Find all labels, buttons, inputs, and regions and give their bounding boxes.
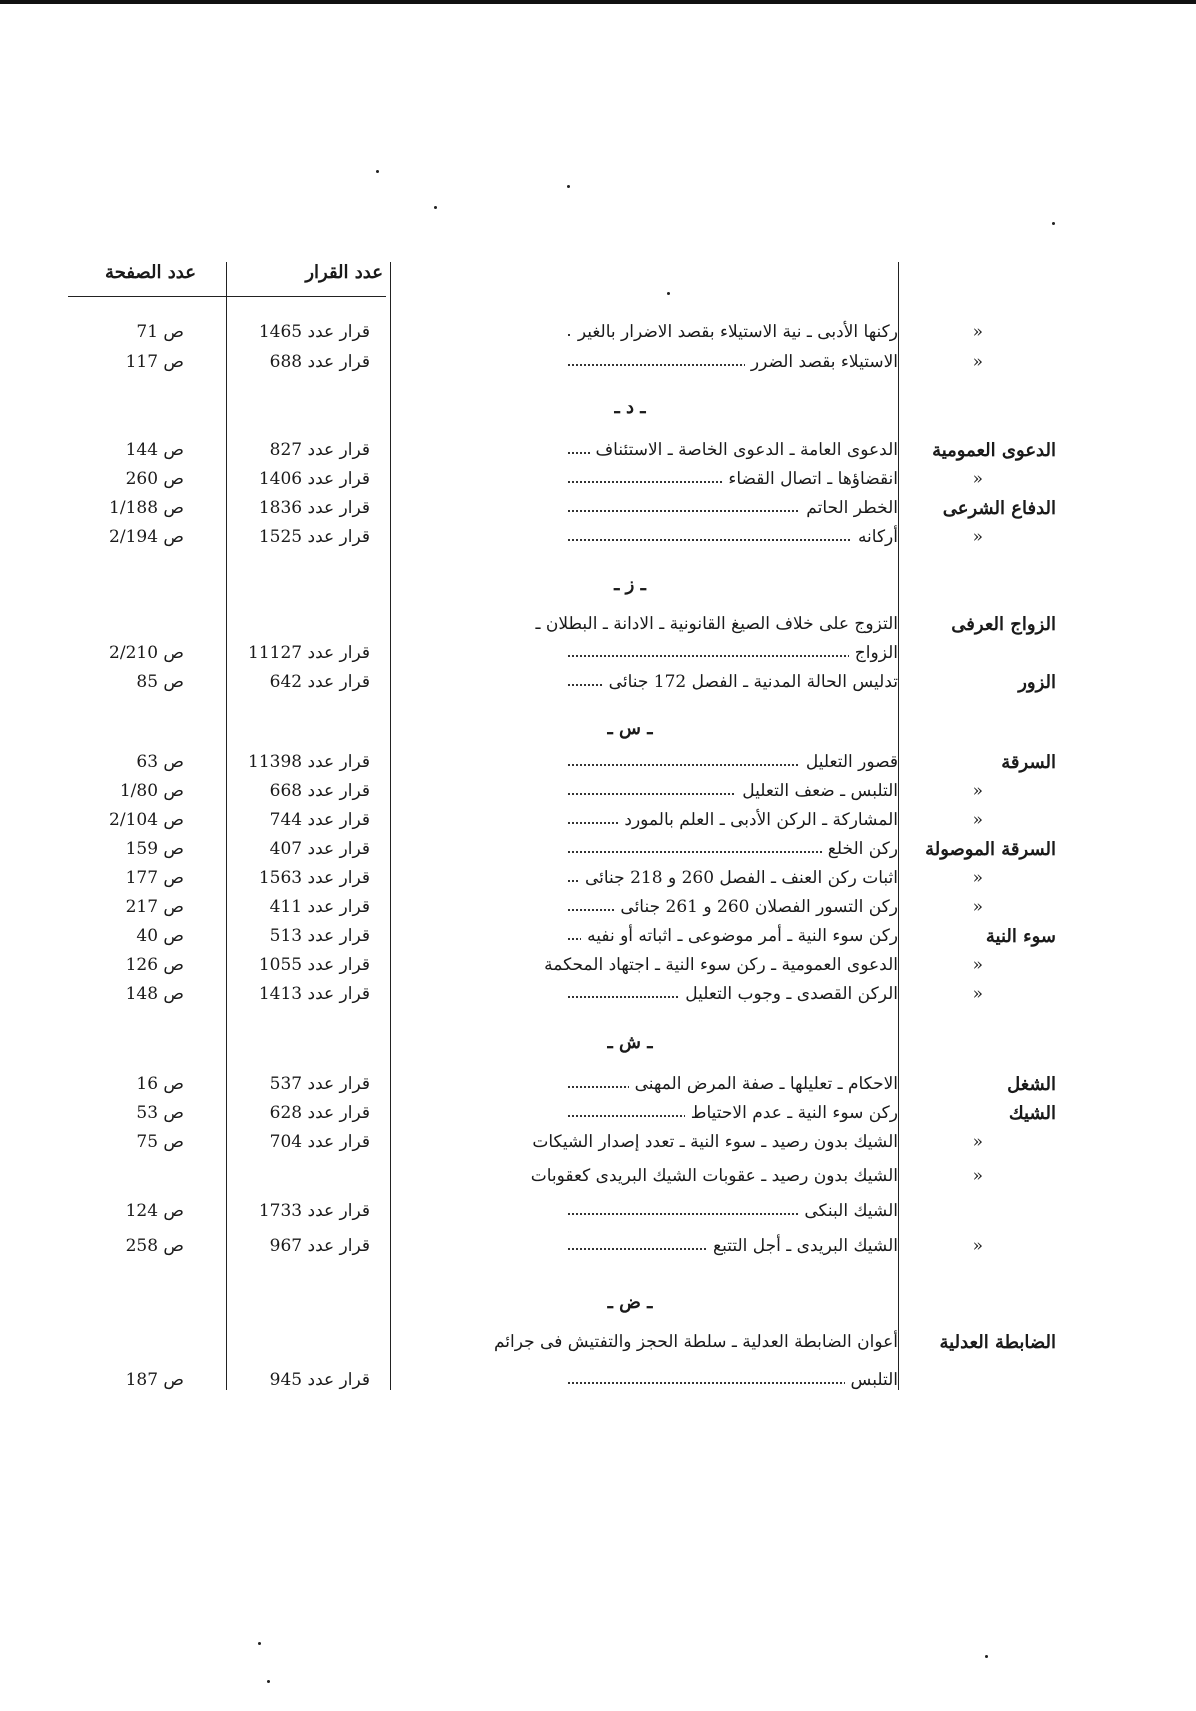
topic-text: الدعوى العامة ـ الدعوى الخاصة ـ الاستئناف	[590, 440, 898, 460]
table-row	[0, 1132, 1196, 1160]
table-row	[0, 352, 1196, 380]
decision-number: قرار عدد 744	[269, 810, 370, 830]
table-row	[0, 1236, 1196, 1264]
topic-text: الشيك البريدى ـ أجل التتبع	[707, 1236, 898, 1256]
decision-number: قرار عدد 1413	[258, 984, 370, 1004]
topic-text: الخطر الحاتم	[800, 498, 898, 518]
table-row	[0, 926, 1196, 954]
table-row	[0, 614, 1196, 642]
ditto-mark: «	[972, 322, 983, 342]
table-row	[0, 469, 1196, 497]
topic-text: الشيك البنكى	[798, 1201, 898, 1221]
decision-number-header: عدد القرار	[305, 262, 383, 283]
topic-text: الشيك بدون رصيد ـ سوء النية ـ تعدد إصدار الشيكات	[526, 1132, 898, 1152]
table-row	[0, 1103, 1196, 1131]
decision-number: قرار عدد 1563	[258, 868, 370, 888]
scan-speck	[434, 206, 437, 209]
index-topic	[532, 1132, 898, 1152]
table-row	[0, 1370, 1196, 1398]
table-row	[0, 1166, 1196, 1194]
ditto-mark: «	[972, 1166, 983, 1186]
index-topic	[568, 498, 898, 518]
page-number: ص 71	[136, 322, 184, 342]
table-row	[0, 440, 1196, 468]
index-keyword: الزور	[1018, 672, 1056, 693]
page-number: ص 117	[125, 352, 184, 372]
topic-text: قصور التعليل	[800, 752, 898, 772]
scan-speck	[267, 1680, 270, 1683]
decision-number: قرار عدد 1465	[258, 322, 370, 342]
index-keyword: السرقة الموصولة	[925, 839, 1056, 860]
page-number: ص 126	[125, 955, 184, 975]
index-topic	[568, 810, 898, 830]
decision-number: قرار عدد 407	[269, 839, 370, 859]
page-number: ص 1/188	[109, 498, 184, 518]
page-number: ص 75	[136, 1132, 184, 1152]
decision-number: قرار عدد 1525	[258, 527, 370, 547]
page-number: ص 40	[136, 926, 184, 946]
index-topic	[568, 1370, 898, 1390]
table-row	[0, 839, 1196, 867]
table-row	[0, 1201, 1196, 1229]
index-topic	[568, 781, 898, 801]
topic-text: أعوان الضابطة العدلية ـ سلطة الحجز والتفتيش فى جرائم	[488, 1332, 898, 1352]
decision-number: قرار عدد 1406	[258, 469, 370, 489]
table-row	[0, 322, 1196, 350]
index-keyword: الضابطة العدلية	[939, 1332, 1056, 1353]
table-row	[0, 1332, 1196, 1360]
scan-speck	[258, 1642, 261, 1645]
page-number: ص 217	[125, 897, 184, 917]
topic-text: الاحكام ـ تعليلها ـ صفة المرض المهنى	[629, 1074, 898, 1094]
index-topic	[568, 868, 898, 888]
section-letter: ـ س ـ	[607, 718, 653, 739]
decision-number: قرار عدد 1055	[258, 955, 370, 975]
index-topic	[568, 672, 898, 692]
index-topic	[568, 984, 898, 1004]
page-number: ص 124	[125, 1201, 184, 1221]
page-number: ص 2/104	[109, 810, 184, 830]
ditto-mark: «	[972, 868, 983, 888]
index-topic	[568, 897, 898, 917]
page-number: ص 159	[125, 839, 184, 859]
page-number: ص 85	[136, 672, 184, 692]
topic-text: الدعوى العمومية ـ ركن سوء النية ـ اجتهاد المحكمة	[538, 955, 898, 975]
decision-number: قرار عدد 1836	[258, 498, 370, 518]
decision-number: قرار عدد 704	[269, 1132, 370, 1152]
topic-text: الركن القصدى ـ وجوب التعليل	[679, 984, 898, 1004]
table-row	[0, 752, 1196, 780]
scan-speck	[1052, 222, 1055, 225]
decision-number: قرار عدد 827	[269, 440, 370, 460]
index-topic	[568, 643, 898, 663]
page-number: ص 2/194	[109, 527, 184, 547]
index-topic	[493, 1332, 898, 1352]
topic-text: ركن التسور الفصلان 260 و 261 جنائى	[614, 897, 898, 917]
ditto-mark: «	[972, 897, 983, 917]
index-topic	[568, 1236, 898, 1256]
page-number: ص 16	[136, 1074, 184, 1094]
topic-text: التزوج على خلاف الصيغ القانونية ـ الادانة ـ البطلان ـ	[529, 614, 898, 634]
topic-text: انقضاؤها ـ اتصال القضاء	[722, 469, 898, 489]
topic-text: أركانه	[852, 527, 898, 547]
index-topic	[535, 614, 898, 634]
index-topic	[568, 926, 898, 946]
page-number-header: عدد الصفحة	[105, 262, 196, 283]
ditto-mark: «	[972, 955, 983, 975]
index-keyword: الدعوى العمومية	[932, 440, 1056, 461]
topic-text: المشاركة ـ الركن الأدبى ـ العلم بالمورد	[618, 810, 898, 830]
index-topic	[568, 1201, 898, 1221]
topic-text: الاستيلاء بقصد الضرر	[745, 352, 898, 372]
decision-number: قرار عدد 11398	[248, 752, 370, 772]
page-number: ص 53	[136, 1103, 184, 1123]
index-topic	[568, 527, 898, 547]
ditto-mark: «	[972, 984, 983, 1004]
topic-text: التلبس ـ ضعف التعليل	[736, 781, 898, 801]
page-number: ص 2/210	[109, 643, 184, 663]
scan-speck	[567, 185, 570, 188]
index-topic	[568, 1103, 898, 1123]
section-letter: ـ ض ـ	[607, 1292, 653, 1313]
page-number: ص 177	[125, 868, 184, 888]
index-keyword: السرقة	[1001, 752, 1056, 773]
ditto-mark: «	[972, 352, 983, 372]
page-number: ص 1/80	[119, 781, 184, 801]
decision-number: قرار عدد 513	[269, 926, 370, 946]
index-keyword: الشغل	[1007, 1074, 1056, 1095]
index-topic	[568, 1074, 898, 1094]
topic-text: ركن سوء النية ـ عدم الاحتياط	[685, 1103, 898, 1123]
ditto-mark: «	[972, 527, 983, 547]
index-keyword: سوء النية	[985, 926, 1056, 947]
decision-number: قرار عدد 411	[269, 897, 370, 917]
table-row	[0, 672, 1196, 700]
decision-number: قرار عدد 967	[269, 1236, 370, 1256]
index-topic	[530, 1166, 898, 1186]
table-row	[0, 897, 1196, 925]
index-keyword: الشيك	[1008, 1103, 1056, 1124]
index-keyword: الزواج العرفى	[951, 614, 1056, 635]
page-number: ص 144	[125, 440, 184, 460]
section-letter: ـ د ـ	[614, 397, 646, 418]
index-topic	[568, 469, 898, 489]
index-keyword: الدفاع الشرعى	[942, 498, 1056, 519]
index-topic	[568, 752, 898, 772]
ditto-mark: «	[972, 781, 983, 801]
decision-number: قرار عدد 537	[269, 1074, 370, 1094]
scan-top-edge	[0, 0, 1196, 4]
page-number: ص 187	[125, 1370, 184, 1390]
decision-number: قرار عدد 668	[269, 781, 370, 801]
index-topic	[544, 955, 898, 975]
header-underline	[68, 296, 386, 297]
index-topic	[568, 839, 898, 859]
ditto-mark: «	[972, 1132, 983, 1152]
topic-text: تدليس الحالة المدنية ـ الفصل 172 جنائى	[603, 672, 898, 692]
decision-number: قرار عدد 11127	[248, 643, 370, 663]
dot-leader	[568, 539, 898, 541]
scan-speck	[985, 1655, 988, 1658]
ditto-mark: «	[972, 810, 983, 830]
page-number: ص 258	[125, 1236, 184, 1256]
table-row	[0, 1074, 1196, 1102]
topic-text: اثبات ركن العنف ـ الفصل 260 و 218 جنائى	[579, 868, 898, 888]
page-number: ص 148	[125, 984, 184, 1004]
topic-text: ركن الخلع	[822, 839, 898, 859]
topic-text: الزواج	[849, 643, 898, 663]
page-number: ص 260	[125, 469, 184, 489]
index-topic	[568, 440, 898, 460]
section-letter: ـ ز ـ	[614, 574, 646, 595]
table-row	[0, 984, 1196, 1012]
ditto-mark: «	[972, 1236, 983, 1256]
table-row	[0, 498, 1196, 526]
decision-number: قرار عدد 628	[269, 1103, 370, 1123]
table-row	[0, 810, 1196, 838]
decision-number: قرار عدد 1733	[258, 1201, 370, 1221]
ditto-mark: «	[972, 469, 983, 489]
table-row	[0, 955, 1196, 983]
topic-text: التلبس	[845, 1370, 898, 1390]
table-row	[0, 527, 1196, 555]
section-letter: ـ ش ـ	[607, 1032, 653, 1053]
scan-speck	[376, 170, 379, 173]
decision-number: قرار عدد 688	[269, 352, 370, 372]
decision-number: قرار عدد 642	[269, 672, 370, 692]
index-topic	[568, 322, 898, 342]
topic-text: ركن سوء النية ـ أمر موضوعى ـ اثباته أو نفيه	[581, 926, 898, 946]
topic-text: الشيك بدون رصيد ـ عقوبات الشيك البريدى كعقوبات	[525, 1166, 898, 1186]
page-number: ص 63	[136, 752, 184, 772]
table-row	[0, 781, 1196, 809]
scan-speck	[667, 292, 670, 295]
index-topic	[568, 352, 898, 372]
topic-text: ركنها الأدبى ـ نية الاستيلاء بقصد الاضرار بالغير	[572, 322, 898, 342]
decision-number: قرار عدد 945	[269, 1370, 370, 1390]
table-row	[0, 643, 1196, 671]
table-row	[0, 868, 1196, 896]
